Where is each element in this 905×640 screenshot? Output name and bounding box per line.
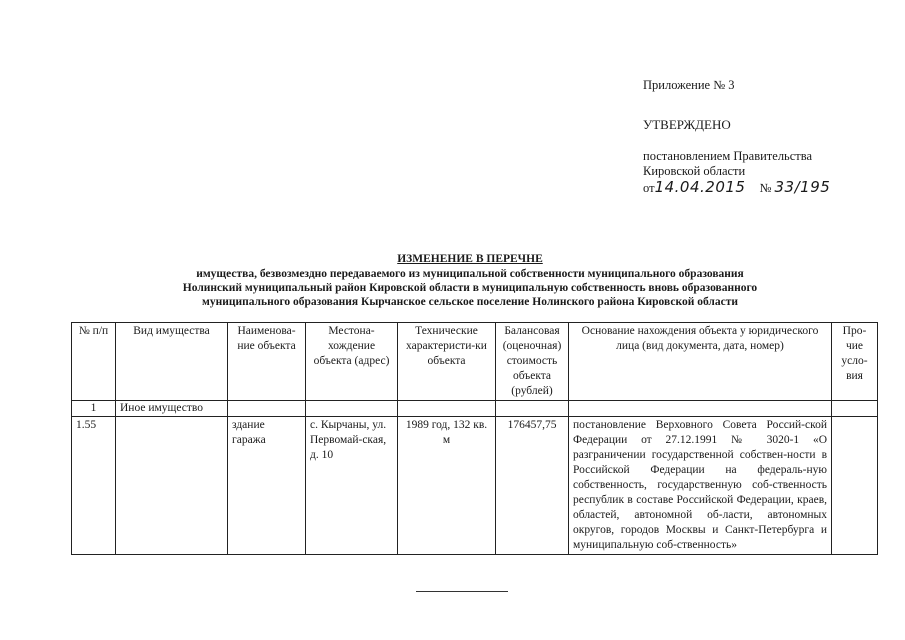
row-balance: 176457,75 <box>496 417 569 555</box>
document-heading <box>110 252 830 309</box>
heading-line-3: муниципального образования Кырчанское сельское поселение Нолинского района Кировской области <box>201 296 738 308</box>
row-tech: 1989 год, 132 кв. м <box>398 417 496 555</box>
group-cell-empty <box>398 401 496 417</box>
authority-line: Кировской области <box>643 164 746 178</box>
heading-line-1: имущества, безвозмездно передаваемого из муниципальной собственности муниципального образования <box>196 268 744 280</box>
group-type: Иное имущество <box>116 401 228 417</box>
handwritten-number: 33/195 <box>774 178 831 196</box>
group-cell-empty <box>306 401 398 417</box>
table-header-row <box>72 323 878 401</box>
row-basis: постановление Верховного Совета Россий-ской Федерации от 27.12.1991 № 3020-1 «О разграничении государственной собствен-ности в Российской Федерации на федераль-ную собственность, государственную соб-ственность республик в составе Российской Федерации, краев, областей, автономной об-ласти, автономных округов, городов Москвы и Санкт-Петербурга и муниципальную соб-ственность» <box>569 417 832 555</box>
table-row <box>72 417 878 555</box>
approved-by-line: постановлением Правительства <box>643 149 813 163</box>
approved-stamp-text: УТВЕРЖДЕНО <box>643 117 731 132</box>
row-type <box>116 417 228 555</box>
appendix-label: Приложение № 3 <box>643 78 735 92</box>
row-name: здание гаража <box>228 417 306 555</box>
group-cell-empty <box>569 401 832 417</box>
group-cell-empty <box>832 401 878 417</box>
header-balance: Балансовая (оценочная) стоимость объекта (рублей) <box>496 323 569 401</box>
group-num: 1 <box>72 401 116 417</box>
header-num: № п/п <box>72 323 116 401</box>
header-tech: Технические характеристи-ки объекта <box>398 323 496 401</box>
row-location: с. Кырчаны, ул. Первомай-ская, д. 10 <box>306 417 398 555</box>
date-number-line <box>643 179 873 196</box>
property-table <box>71 322 878 555</box>
header-name: Наименова-ние объекта <box>228 323 306 401</box>
group-cell-empty <box>496 401 569 417</box>
handwritten-date: 14.04.2015 <box>654 178 746 196</box>
approval-block <box>643 78 873 196</box>
date-prefix: от <box>643 181 655 195</box>
document-title: ИЗМЕНЕНИЕ В ПЕРЕЧНЕ <box>397 253 543 265</box>
header-other: Про-чие усло-вия <box>832 323 878 401</box>
heading-line-2: Нолинский муниципальный район Кировской области в муниципальную собственность вновь образованного <box>182 282 758 294</box>
header-type: Вид имущества <box>116 323 228 401</box>
header-basis: Основание нахождения объекта у юридического лица (вид документа, дата, номер) <box>569 323 832 401</box>
row-num: 1.55 <box>72 417 116 555</box>
header-location: Местона-хождение объекта (адрес) <box>306 323 398 401</box>
group-cell-empty <box>228 401 306 417</box>
table-group-row <box>72 401 878 417</box>
number-prefix: № <box>759 181 772 195</box>
row-other <box>832 417 878 555</box>
footer-divider <box>416 591 508 592</box>
